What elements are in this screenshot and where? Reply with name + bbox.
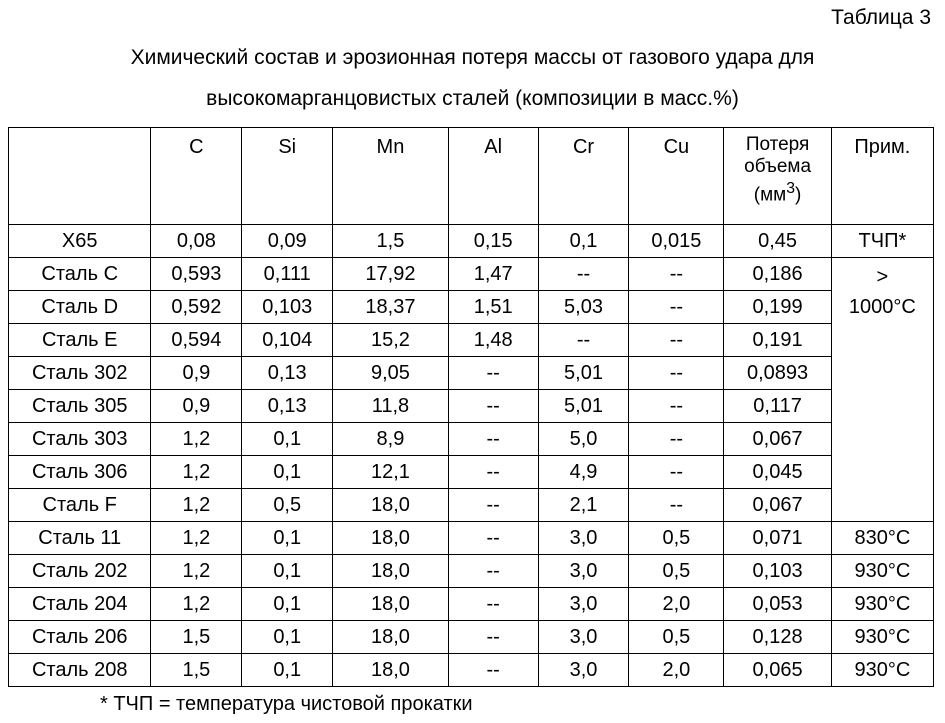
cell-loss: 0,45 (724, 225, 831, 258)
cell-name: Сталь 206 (9, 621, 151, 654)
cell-al: -- (448, 390, 538, 423)
table-title-line-2: высокомарганцовистых сталей (композиции в масс.%) (206, 87, 739, 110)
cell-si: 0,1 (242, 423, 333, 456)
cell-loss: 0,103 (724, 555, 831, 588)
header-volume-loss (724, 128, 831, 225)
header-loss-superscript: 3 (786, 180, 796, 197)
cell-cr: -- (538, 324, 629, 357)
cell-cr: 5,01 (538, 390, 629, 423)
cell-loss: 0,0893 (724, 357, 831, 390)
cell-loss: 0,053 (724, 588, 831, 621)
cell-cr: 2,1 (538, 489, 629, 522)
table-number-label: Таблица 3 (831, 6, 931, 29)
cell-cu: -- (629, 390, 724, 423)
cell-si: 0,1 (242, 555, 333, 588)
cell-cr: 3,0 (538, 654, 629, 687)
header-cu: Cu (629, 128, 724, 225)
header-mn: Mn (333, 128, 449, 225)
cell-al: -- (448, 555, 538, 588)
cell-si: 0,09 (242, 225, 333, 258)
cell-c: 0,08 (151, 225, 242, 258)
cell-cr: 0,1 (538, 225, 629, 258)
cell-cu: -- (629, 423, 724, 456)
cell-si: 0,13 (242, 390, 333, 423)
cell-c: 1,2 (151, 456, 242, 489)
cell-mn: 18,0 (333, 489, 449, 522)
table-row (9, 456, 934, 489)
cell-cu: -- (629, 357, 724, 390)
cell-loss: 0,045 (724, 456, 831, 489)
header-loss-line3: (мм (753, 184, 787, 206)
cell-note: 930°C (831, 654, 933, 687)
cell-cu: 0,5 (629, 621, 724, 654)
cell-note: 930°C (831, 588, 933, 621)
table-row (9, 489, 934, 522)
cell-al: -- (448, 621, 538, 654)
cell-name: Сталь D (9, 291, 151, 324)
cell-cr: 5,0 (538, 423, 629, 456)
header-loss-line2: объема (744, 156, 812, 177)
cell-si: 0,5 (242, 489, 333, 522)
cell-name: Сталь F (9, 489, 151, 522)
header-al: Al (448, 128, 538, 225)
cell-si: 0,1 (242, 456, 333, 489)
cell-mn: 9,05 (333, 357, 449, 390)
note-merged-line2: 1000°C (848, 296, 916, 318)
cell-cr: -- (538, 258, 629, 291)
cell-cu: 2,0 (629, 588, 724, 621)
cell-loss: 0,067 (724, 489, 831, 522)
cell-mn: 18,0 (333, 654, 449, 687)
cell-cr: 3,0 (538, 522, 629, 555)
header-loss-line1: Потеря (745, 134, 810, 155)
cell-cu: 2,0 (629, 654, 724, 687)
cell-mn: 18,0 (333, 588, 449, 621)
table-row (9, 324, 934, 357)
table-row (9, 588, 934, 621)
cell-cr: 3,0 (538, 588, 629, 621)
header-row (9, 128, 934, 225)
cell-c: 0,9 (151, 390, 242, 423)
cell-loss: 0,067 (724, 423, 831, 456)
cell-cu: -- (629, 489, 724, 522)
header-si: Si (242, 128, 333, 225)
table-row (9, 357, 934, 390)
cell-name: Сталь 204 (9, 588, 151, 621)
cell-name: Сталь 306 (9, 456, 151, 489)
table-row (9, 423, 934, 456)
table-row (9, 522, 934, 555)
cell-c: 1,2 (151, 423, 242, 456)
cell-name: Сталь 303 (9, 423, 151, 456)
cell-cu: 0,5 (629, 522, 724, 555)
cell-mn: 18,37 (333, 291, 449, 324)
cell-al: 1,51 (448, 291, 538, 324)
cell-c: 1,2 (151, 588, 242, 621)
cell-mn: 11,8 (333, 390, 449, 423)
cell-cr: 3,0 (538, 555, 629, 588)
cell-al: -- (448, 357, 538, 390)
cell-note-merged (831, 258, 933, 522)
cell-mn: 18,0 (333, 555, 449, 588)
cell-al: -- (448, 522, 538, 555)
cell-c: 1,2 (151, 522, 242, 555)
cell-name: Сталь E (9, 324, 151, 357)
cell-cr: 4,9 (538, 456, 629, 489)
cell-loss: 0,117 (724, 390, 831, 423)
cell-cr: 5,03 (538, 291, 629, 324)
cell-c: 0,594 (151, 324, 242, 357)
cell-c: 0,592 (151, 291, 242, 324)
cell-cu: -- (629, 291, 724, 324)
header-blank (9, 128, 151, 225)
cell-cu: -- (629, 324, 724, 357)
header-cr: Cr (538, 128, 629, 225)
cell-cu: -- (629, 456, 724, 489)
cell-mn: 18,0 (333, 621, 449, 654)
cell-c: 1,2 (151, 555, 242, 588)
cell-al: 1,47 (448, 258, 538, 291)
cell-al: -- (448, 423, 538, 456)
cell-si: 0,13 (242, 357, 333, 390)
table-row (9, 258, 934, 291)
cell-si: 0,103 (242, 291, 333, 324)
cell-al: -- (448, 489, 538, 522)
cell-cr: 3,0 (538, 621, 629, 654)
table-row (9, 390, 934, 423)
cell-mn: 17,92 (333, 258, 449, 291)
cell-cu: 0,015 (629, 225, 724, 258)
cell-loss: 0,186 (724, 258, 831, 291)
cell-note: 930°C (831, 621, 933, 654)
cell-loss: 0,128 (724, 621, 831, 654)
cell-al: -- (448, 654, 538, 687)
cell-al: -- (448, 456, 538, 489)
cell-note: ТЧП* (831, 225, 933, 258)
footnote: * ТЧП = температура чистовой прокатки (100, 693, 473, 715)
cell-name: Сталь 302 (9, 357, 151, 390)
cell-si: 0,111 (242, 258, 333, 291)
cell-name: Сталь 305 (9, 390, 151, 423)
table-row (9, 555, 934, 588)
composition-table (8, 127, 934, 687)
cell-cu: -- (629, 258, 724, 291)
cell-note: 830°C (831, 522, 933, 555)
cell-si: 0,1 (242, 654, 333, 687)
note-merged-line1: > (876, 266, 889, 288)
cell-mn: 12,1 (333, 456, 449, 489)
table-row (9, 654, 934, 687)
cell-cu: 0,5 (629, 555, 724, 588)
cell-mn: 15,2 (333, 324, 449, 357)
cell-al: 1,48 (448, 324, 538, 357)
cell-loss: 0,199 (724, 291, 831, 324)
cell-cr: 5,01 (538, 357, 629, 390)
cell-c: 1,5 (151, 654, 242, 687)
cell-si: 0,1 (242, 588, 333, 621)
cell-si: 0,1 (242, 522, 333, 555)
cell-mn: 18,0 (333, 522, 449, 555)
cell-c: 0,9 (151, 357, 242, 390)
header-note: Прим. (831, 128, 933, 225)
cell-c: 1,5 (151, 621, 242, 654)
table-row (9, 225, 934, 258)
cell-name: Сталь 208 (9, 654, 151, 687)
cell-mn: 1,5 (333, 225, 449, 258)
cell-c: 0,593 (151, 258, 242, 291)
cell-name: X65 (9, 225, 151, 258)
cell-note: 930°C (831, 555, 933, 588)
header-c: C (151, 128, 242, 225)
cell-mn: 8,9 (333, 423, 449, 456)
cell-al: 0,15 (448, 225, 538, 258)
cell-c: 1,2 (151, 489, 242, 522)
cell-loss: 0,191 (724, 324, 831, 357)
cell-al: -- (448, 588, 538, 621)
cell-si: 0,1 (242, 621, 333, 654)
cell-name: Сталь 202 (9, 555, 151, 588)
cell-si: 0,104 (242, 324, 333, 357)
cell-name: Сталь C (9, 258, 151, 291)
table-row (9, 621, 934, 654)
table-title-line-1: Химический состав и эрозионная потеря массы от газового удара для (130, 46, 815, 69)
cell-loss: 0,065 (724, 654, 831, 687)
cell-loss: 0,071 (724, 522, 831, 555)
table-row (9, 291, 934, 324)
cell-name: Сталь 11 (9, 522, 151, 555)
header-loss-close: ) (795, 184, 802, 206)
